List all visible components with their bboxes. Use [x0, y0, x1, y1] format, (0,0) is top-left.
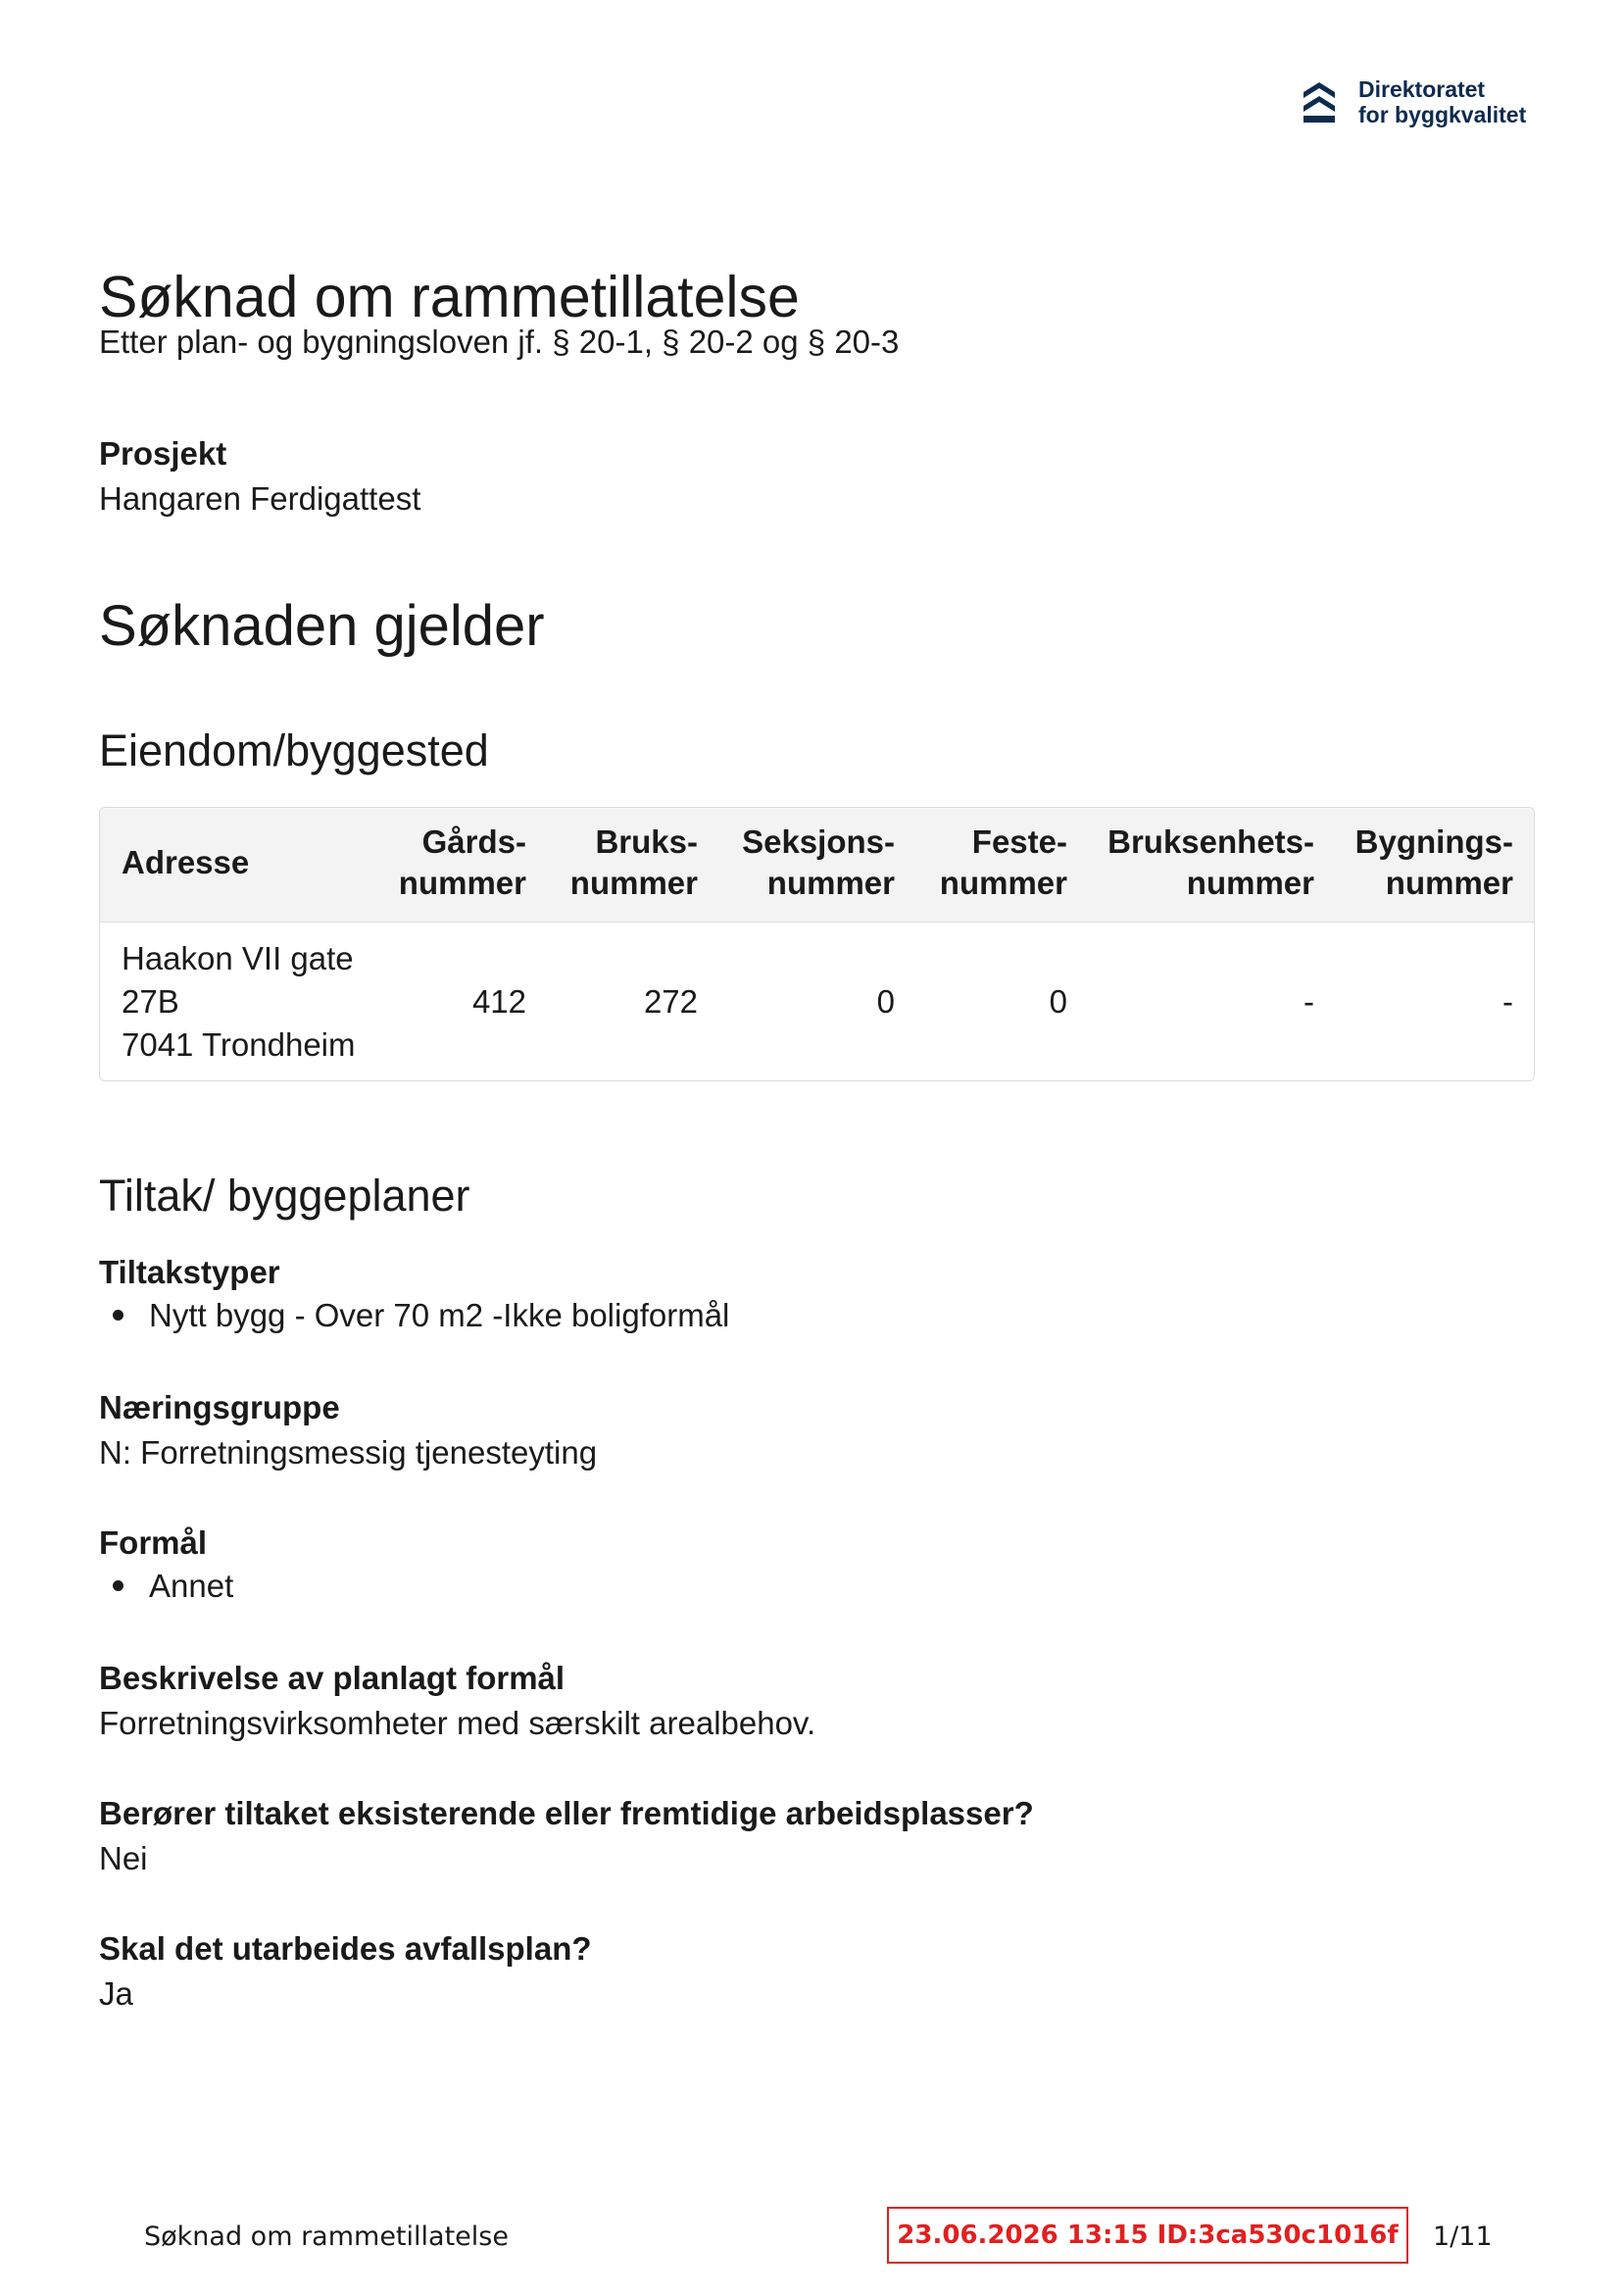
column-header-seksjonsnummer-line2: nummer — [766, 865, 895, 901]
column-header-seksjonsnummer — [742, 822, 895, 904]
logo-line-2: for byggkvalitet — [1358, 102, 1527, 127]
logo-text — [1358, 76, 1526, 127]
cell-bruksenhetsnummer: - — [1303, 983, 1314, 1020]
column-header-bruksenhetsnummer — [1107, 822, 1314, 904]
column-header-bruksenhetsnummer-line1: Bruksenhets- — [1107, 824, 1314, 860]
formal-label: Formål — [99, 1524, 208, 1561]
section-heading-soknaden: Søknaden gjelder — [99, 594, 545, 658]
dibk-logo-icon — [1300, 78, 1339, 125]
document-title: Søknad om rammetillatelse — [99, 265, 800, 329]
cell-adresse-line2: 27B — [122, 983, 179, 1020]
arbeidsplasser-value: Nei — [99, 1840, 148, 1876]
cell-bygningsnummer: - — [1502, 983, 1513, 1020]
column-header-gardsnummer — [399, 822, 526, 904]
column-header-bygningsnummer — [1355, 822, 1513, 904]
column-header-seksjonsnummer-line1: Seksjons- — [742, 824, 895, 860]
table-header — [100, 808, 1534, 923]
column-header-gardsnummer-line1: Gårds- — [421, 824, 526, 860]
column-header-festenummer — [940, 822, 1067, 904]
column-header-bruksnummer-line1: Bruks- — [595, 824, 698, 860]
beskrivelse-label: Beskrivelse av planlagt formål — [99, 1660, 566, 1696]
prosjekt-value: Hangaren Ferdigattest — [99, 480, 421, 517]
column-header-bruksnummer-line2: nummer — [569, 865, 698, 901]
bullet-icon — [113, 1310, 123, 1321]
cell-adresse-line3: 7041 Trondheim — [122, 1026, 356, 1063]
cell-festenummer: 0 — [1049, 983, 1067, 1020]
logo-line-1: Direktoratet — [1358, 76, 1486, 102]
bullet-icon — [113, 1580, 123, 1591]
document-subtitle: Etter plan- og bygningsloven jf. § 20-1, § 20-2 og § 20-3 — [99, 324, 900, 360]
beskrivelse-value: Forretningsvirksomheter med særskilt arealbehov. — [99, 1705, 816, 1741]
column-header-bruksnummer — [570, 822, 698, 904]
cell-adresse-line1: Haakon VII gate — [122, 940, 354, 976]
column-header-festenummer-line1: Feste- — [971, 824, 1067, 860]
formal-item-text: Annet — [149, 1568, 234, 1604]
column-header-festenummer-line2: nummer — [939, 865, 1067, 901]
column-header-gardsnummer-line2: nummer — [398, 865, 526, 901]
cell-gardsnummer: 412 — [471, 983, 526, 1020]
section-heading-tiltak: Tiltak/ byggeplaner — [99, 1171, 470, 1221]
naeringsgruppe-label: Næringsgruppe — [99, 1389, 340, 1425]
cell-bruksnummer: 272 — [643, 983, 698, 1020]
formal-list-item — [99, 1567, 233, 1606]
avfallsplan-value: Ja — [99, 1975, 133, 2012]
page-number: 1/11 — [1433, 2221, 1493, 2252]
cell-adresse — [122, 937, 356, 1067]
column-header-bygningsnummer-line1: Bygnings- — [1354, 824, 1513, 860]
arbeidsplasser-label: Berører tiltaket eksisterende eller fremtidige arbeidsplasser? — [99, 1795, 1034, 1831]
dibk-logo — [1300, 75, 1535, 133]
column-header-adresse: Adresse — [122, 844, 250, 880]
column-header-bygningsnummer-line2: nummer — [1385, 865, 1513, 901]
prosjekt-label: Prosjekt — [99, 435, 227, 472]
tiltakstyper-item-text: Nytt bygg - Over 70 m2 -Ikke boligformål — [149, 1297, 730, 1333]
timestamp-id-stamp: 23.06.2026 13:15 ID:3ca530c1016f — [887, 2207, 1408, 2264]
avfallsplan-label: Skal det utarbeides avfallsplan? — [99, 1930, 592, 1967]
tiltakstyper-label: Tiltakstyper — [99, 1254, 280, 1290]
eiendom-table — [99, 807, 1535, 1081]
footer-document-title: Søknad om rammetillatelse — [144, 2221, 509, 2252]
cell-seksjonsnummer: 0 — [876, 983, 895, 1020]
naeringsgruppe-value: N: Forretningsmessig tjenesteyting — [99, 1434, 598, 1471]
section-heading-eiendom: Eiendom/byggested — [99, 725, 489, 775]
tiltakstyper-list-item — [99, 1296, 729, 1335]
column-header-bruksenhetsnummer-line2: nummer — [1186, 865, 1314, 901]
